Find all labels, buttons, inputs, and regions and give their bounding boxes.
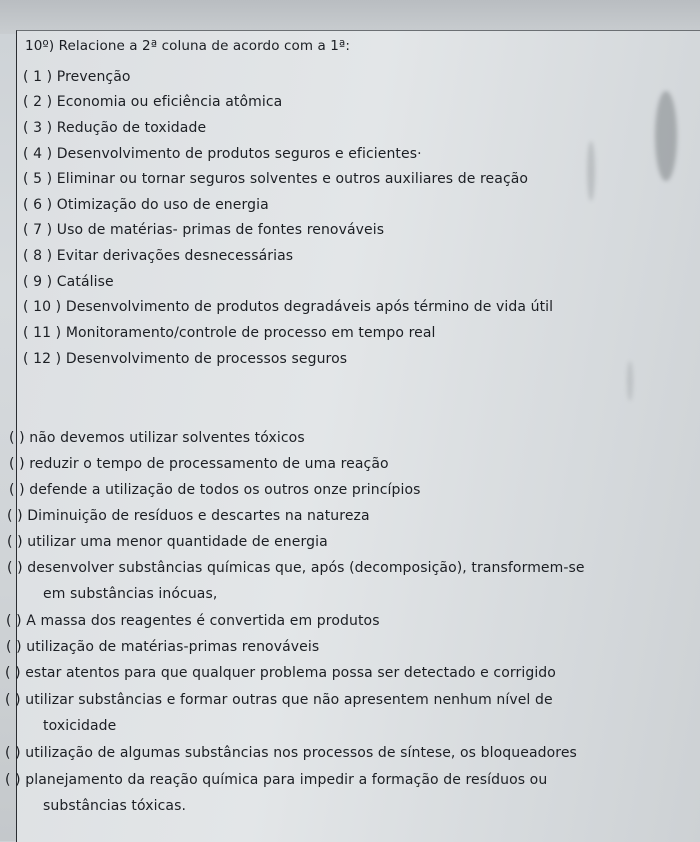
item-text: Eliminar ou tornar seguros solventes e outros auxiliares de reação [56,171,529,187]
background-top-strip [0,0,700,34]
item-number: ( 5 ) [23,171,53,187]
item-text: Desenvolvimento de produtos degradáveis após término de vida útil [65,299,554,315]
column2-statement: ( ) desenvolver substâncias químicas que, após (decomposição), transformem-se [7,560,585,576]
column2-statement: ( ) utilizar substâncias e formar outras que não apresentem nenhum nível de [5,692,553,708]
item-number: ( 4 ) [23,146,53,162]
item-text: Redução de toxidade [56,120,207,136]
item-text: Desenvolvimento de processos seguros [65,351,348,367]
column1-item [23,196,269,214]
page-stain [655,91,677,181]
column1-item [23,145,422,163]
column2-statement: ( ) defende a utilização de todos os outros onze princípios [9,482,421,498]
item-number: ( 10 ) [23,299,62,315]
column2-statement: ( ) utilização de algumas substâncias nos processos de síntese, os bloqueadores [5,745,577,761]
column2-statement: ( ) não devemos utilizar solventes tóxicos [9,430,305,446]
item-text: Evitar derivações desnecessárias [56,248,294,264]
column2-statement: ( ) utilização de matérias-primas renováveis [6,639,320,655]
item-text: Monitoramento/controle de processo em tempo real [65,325,436,341]
item-number: ( 3 ) [23,120,53,136]
column1-item [23,119,206,137]
column2-statement: ( ) estar atentos para que qualquer problema possa ser detectado e corrigido [5,665,556,681]
column1-item [23,93,282,111]
item-number: ( 12 ) [23,351,62,367]
column1-item [23,68,131,86]
item-number: ( 9 ) [23,274,53,290]
column2-statement: ( ) A massa dos reagentes é convertida em produtos [6,613,380,629]
column2-statement: ( ) Diminuição de resíduos e descartes na natureza [7,508,370,524]
item-text: Otimização do uso de energia [56,197,269,213]
column1-item [23,298,553,316]
item-text: Uso de matérias- primas de fontes renováveis [56,222,385,238]
item-number: ( 2 ) [23,94,53,110]
item-text: Desenvolvimento de produtos seguros e eficientes· [56,146,422,162]
column2-statement-continuation: em substâncias inócuas, [43,586,218,602]
column1-item [23,221,384,239]
page-stain [587,141,595,201]
column2-statement: ( ) reduzir o tempo de processamento de uma reação [9,456,389,472]
item-number: ( 11 ) [23,325,62,341]
item-number: ( 7 ) [23,222,53,238]
item-text: Catálise [56,274,114,290]
column2-statement-continuation: toxicidade [43,718,117,734]
column1-item [23,273,114,291]
item-text: Prevenção [56,69,131,85]
item-number: ( 6 ) [23,197,53,213]
column1-item [23,170,528,188]
column2-statement: ( ) planejamento da reação química para impedir a formação de resíduos ou [5,772,548,788]
column1-item [23,324,436,342]
item-number: ( 1 ) [23,69,53,85]
page-stain [627,361,633,401]
worksheet-page [5,30,700,842]
item-text: Economia ou eficiência atômica [56,94,283,110]
item-number: ( 8 ) [23,248,53,264]
column1-item [23,247,293,265]
column2-statement: ( ) utilizar uma menor quantidade de energia [7,534,328,550]
column1-item [23,350,347,368]
column2-statement-continuation: substâncias tóxicas. [43,798,187,814]
question-title: 10º) Relacione a 2ª coluna de acordo com a 1ª: [25,38,351,54]
